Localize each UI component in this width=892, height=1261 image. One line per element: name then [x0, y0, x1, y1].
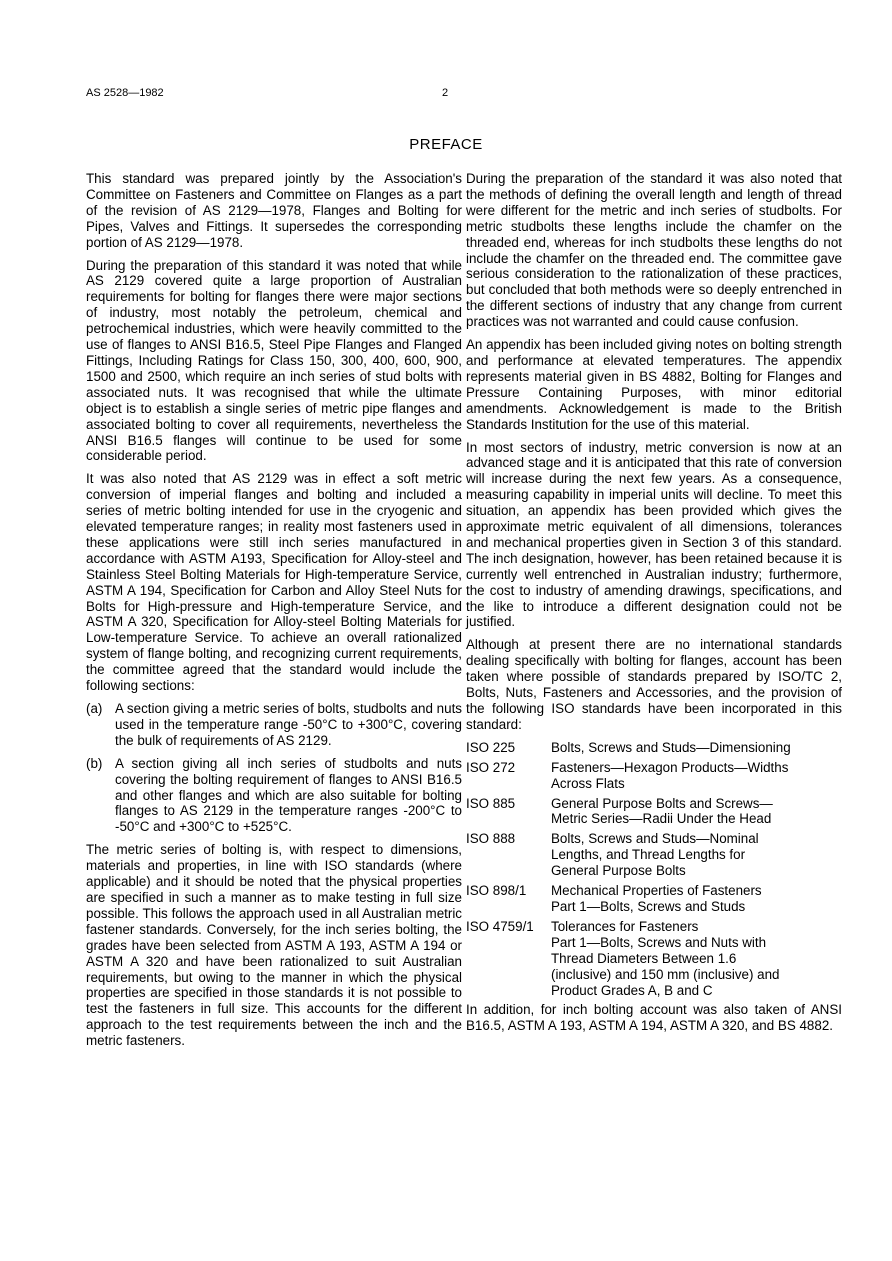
iso-standard-entry: [466, 919, 842, 999]
list-item: [86, 701, 462, 749]
iso-standard-entry: [466, 883, 842, 915]
paragraph: It was also noted that AS 2129 was in effect a soft metric conversion of imperial flanges and bolting and included a series of metric bolting intended for use in the cryogenic and elevated temperature ranges; in reality most fasteners used in these applications were still inch series manufactured in accordance with ASTM A193, Specification for Alloy-steel and Stainless Steel Bolting Materials for High-temperature Service, ASTM A 194, Specification for Carbon and Alloy Steel Nuts for Bolts for High-pressure and High-temperature Service, and ASTM A 320, Specification for Alloy-steel Bolting Materials for Low-temperature Service. To achieve an overall rationalized system of flange bolting, and recognizing current requirements, the committee agreed that the standard would include the following sections:: [86, 471, 462, 694]
paragraph: The metric series of bolting is, with respect to dimensions, materials and properties, in line with ISO standards (where applicable) and it should be noted that the physical properties are specified in such a manner as to make testing in full size possible. This follows the approach used in all Australian metric fastener standards. Conversely, for the inch series bolting, the grades have been selected from ASTM A 193, ASTM A 194 or ASTM A 320 and have been rationalized to suit Australian requirements, but owing to the manner in which the physical properties are specified in those standards it is not possible to test the fasteners in full size. This accounts for the different approach to the test requirements between the inch and the metric fasteners.: [86, 842, 462, 1049]
list-item-label: (b): [86, 755, 103, 771]
iso-standard-entry: [466, 760, 842, 792]
iso-standard-title-line: Metric Series—Radii Under the Head: [551, 811, 772, 827]
iso-standard-title-line: General Purpose Bolts and Screws—: [551, 795, 773, 811]
page-number: 2: [442, 87, 449, 99]
paragraph: Although at present there are no international standards dealing specifically with bolting for flanges, account has been taken where possible of standards prepared by ISO/TC 2, Bolts, Nuts, Fasteners and Accessories, and the provision of the following ISO standards have been incorporated in this standard:: [466, 637, 842, 732]
list-item-label: (a): [86, 701, 103, 716]
iso-standard-title-line: Across Flats: [551, 775, 625, 791]
iso-standard-code: ISO 272: [466, 759, 516, 775]
iso-standard-code: ISO 885: [466, 795, 516, 811]
iso-standard-title-line: Thread Diameters Between 1.6: [551, 950, 737, 966]
list-item-text: A section giving all inch series of studbolts and nuts covering the bolting requirement of flanges to ANSI B16.5 and other flanges and which are also suitable for bolting flanges to AS 2129 in the temperature ranges -200°C to -50°C and +300°C to +525°C.: [115, 755, 462, 835]
iso-standard-code: ISO 898/1: [466, 883, 527, 899]
paragraph: During the preparation of this standard it was noted that while AS 2129 covered quite a large proportion of Australian requirements for bolting for flanges there were major sections of industry, most notably the petroleum, chemical and petrochemical industries, which were heavily committed to the use of flanges to ANSI B16.5, Steel Pipe Flanges and Flanged Fittings, Including Ratings for Class 150, 300, 400, 600, 900, 1500 and 2500, which require an inch series of stud bolts with associated nuts. It was recognised that while the ultimate object is to establish a single series of metric pipe flanges and associated bolting to cover all requirements, nevertheless the ANSI B16.5 flanges will continue to be used for some considerable period.: [86, 257, 462, 464]
iso-standard-title-line: (inclusive) and 150 mm (inclusive) and: [551, 966, 780, 982]
iso-standard-title-line: Part 1—Bolts, Screws and Studs: [551, 898, 746, 914]
iso-standard-entry: [466, 740, 842, 756]
page-title: PREFACE: [409, 136, 483, 153]
iso-standard-title-line: Bolts, Screws and Studs—Dimensioning: [551, 739, 791, 755]
paragraph: In most sectors of industry, metric conversion is now at an advanced stage and it is anticipated that this rate of conversion will increase during the next few years. As a consequence, measuring capability in imperial units will decline. To meet this situation, an appendix has been provided which gives the approximate metric equivalent of all dimensions, tolerances and mechanical properties given in Section 3 of this standard. The inch designation, however, has been retained because it is currently well entrenched in Australian industry; furthermore, the cost to industry of amending drawings, specifications, and the like to introduce a different designation could not be justified.: [466, 439, 842, 630]
iso-standard-code: ISO 4759/1: [466, 918, 534, 934]
running-header-standard: AS 2528—1982: [86, 87, 164, 99]
list-item: [86, 756, 462, 836]
iso-standard-title-line: Product Grades A, B and C: [551, 982, 713, 998]
iso-standard-entry: [466, 831, 842, 879]
paragraph: In addition, for inch bolting account was also taken of ANSI B16.5, ASTM A 193, ASTM A 194, ASTM A 320, and BS 4882.: [466, 1002, 842, 1034]
iso-standard-code: ISO 225: [466, 739, 516, 755]
iso-standard-title-line: Tolerances for Fasteners: [551, 918, 699, 934]
paragraph: This standard was prepared jointly by the Association's Committee on Fasteners and Committee on Flanges as a part of the revision of AS 2129—1978, Flanges and Bolting for Pipes, Valves and Fittings. It supersedes the corresponding portion of AS 2129—1978.: [86, 171, 462, 250]
list-item-text: A section giving a metric series of bolts, studbolts and nuts used in the temperature range -50°C to +300°C, covering the bulk of requirements of AS 2129.: [115, 701, 462, 748]
iso-standard-entry: [466, 796, 842, 828]
iso-standard-title-line: Mechanical Properties of Fasteners: [551, 883, 762, 899]
iso-standard-code: ISO 888: [466, 831, 516, 847]
iso-standard-title-line: Part 1—Bolts, Screws and Nuts with: [551, 934, 767, 950]
left-column: [86, 171, 462, 1056]
right-column: [466, 171, 842, 1041]
iso-standard-title-line: Fasteners—Hexagon Products—Widths: [551, 759, 789, 775]
paragraph: During the preparation of the standard it was also noted that the methods of defining the overall length and length of thread were different for the metric and inch series of studbolts. For metric studbolts these lengths include the chamfer on the threaded end, whereas for inch studbolts these lengths do not include the chamfer on the threaded end. The committee gave serious consideration to the rationalization of these practices, but concluded that both methods were so deeply entrenched in the different sections of industry that any change from current practices was not warranted and could cause confusion.: [466, 171, 842, 330]
iso-standard-title-line: Lengths, and Thread Lengths for: [551, 847, 746, 863]
iso-standard-title-line: Bolts, Screws and Studs—Nominal: [551, 831, 759, 847]
paragraph: An appendix has been included giving notes on bolting strength and performance at elevated temperatures. The appendix represents material given in BS 4882, Bolting for Flanges and Pressure Containing Purposes, with minor editorial amendments. Acknowledgement is made to the British Standards Institution for the use of this material.: [466, 337, 842, 432]
iso-standard-title-line: General Purpose Bolts: [551, 863, 686, 879]
